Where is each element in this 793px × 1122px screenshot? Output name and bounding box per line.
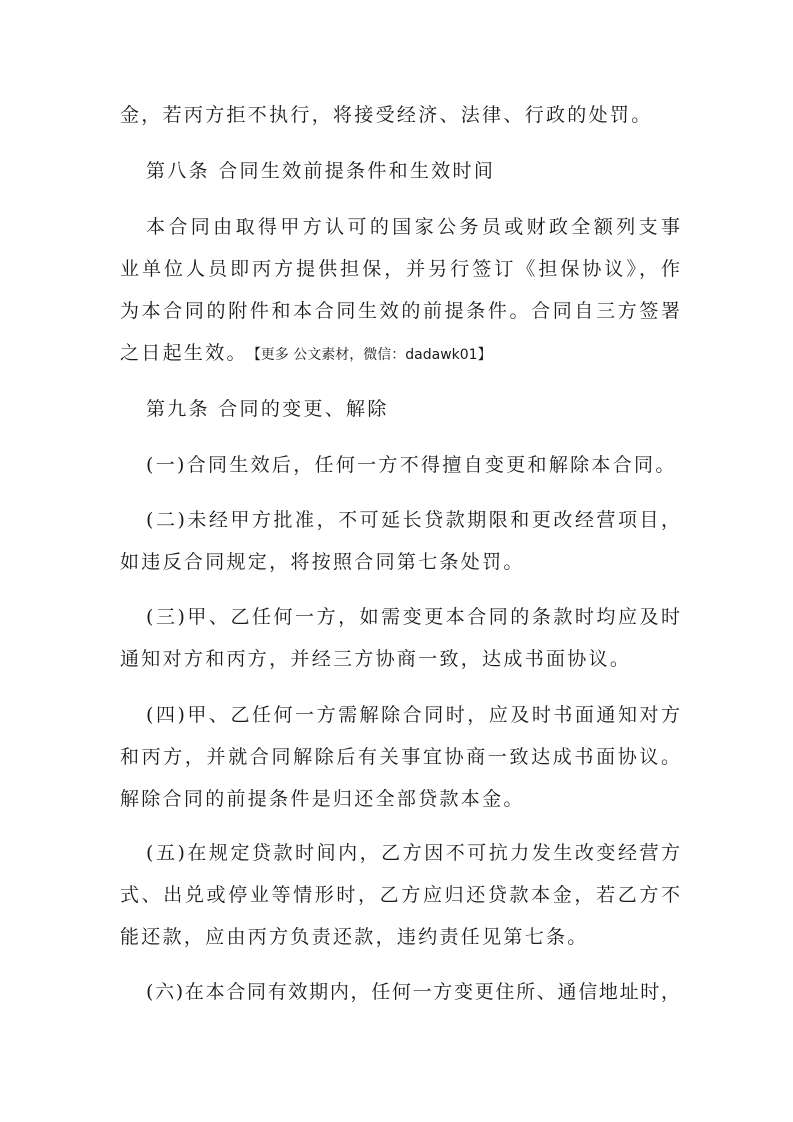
article-8-text-line: 本合同由取得甲方认可的国家公务员或财政全额列支事 bbox=[146, 216, 680, 238]
article-8-text-end: 之日起生效。 bbox=[120, 342, 248, 364]
continued-text-line: 金，若丙方拒不执行，将接受经济、法律、行政的处罚。 bbox=[120, 104, 653, 126]
clause-6-line: (六)在本合同有效期内，任何一方变更住所、通信地址时， bbox=[146, 981, 680, 1003]
clause-2-line: 如违反合同规定，将按照合同第七条处罚。 bbox=[120, 551, 525, 573]
clause-5-line: 能还款，应由丙方负责还款，违约责任见第七条。 bbox=[120, 926, 589, 948]
clause-1-line: (一)合同生效后，任何一方不得擅自变更和解除本合同。 bbox=[146, 454, 677, 476]
article-8-title: 第八条 合同生效前提条件和生效时间 bbox=[146, 160, 496, 182]
article-9-title: 第九条 合同的变更、解除 bbox=[146, 398, 389, 420]
clause-4-line: 和丙方，并就合同解除后有关事宜协商一致达成书面协议。 bbox=[120, 746, 680, 768]
clause-3-line: 通知对方和丙方，并经三方协商一致，达成书面协议。 bbox=[120, 648, 632, 670]
clause-5-line: (五)在规定贷款时间内，乙方因不可抗力发生改变经营方 bbox=[146, 842, 680, 864]
clause-5-line: 式、出兑或停业等情形时，乙方应归还贷款本金，若乙方不 bbox=[120, 884, 680, 906]
article-8-text-line: 业单位人员即丙方提供担保，并另行签订《担保协议》，作 bbox=[120, 258, 680, 280]
article-8-text-line: 为本合同的附件和本合同生效的前提条件。合同自三方签署 bbox=[120, 300, 680, 322]
clause-4-line: (四)甲、乙任何一方需解除合同时，应及时书面通知对方 bbox=[146, 704, 680, 726]
article-8-text-line bbox=[120, 340, 680, 368]
clause-3-line: (三)甲、乙任何一方，如需变更本合同的条款时均应及时 bbox=[146, 606, 680, 628]
promo-note: 【更多 公文素材，微信：dadawk01】 bbox=[253, 347, 492, 363]
clause-2-line: (二)未经甲方批准，不可延长贷款期限和更改经营项目， bbox=[146, 509, 680, 531]
clause-4-line: 解除合同的前提条件是归还全部贷款本金。 bbox=[120, 788, 525, 810]
